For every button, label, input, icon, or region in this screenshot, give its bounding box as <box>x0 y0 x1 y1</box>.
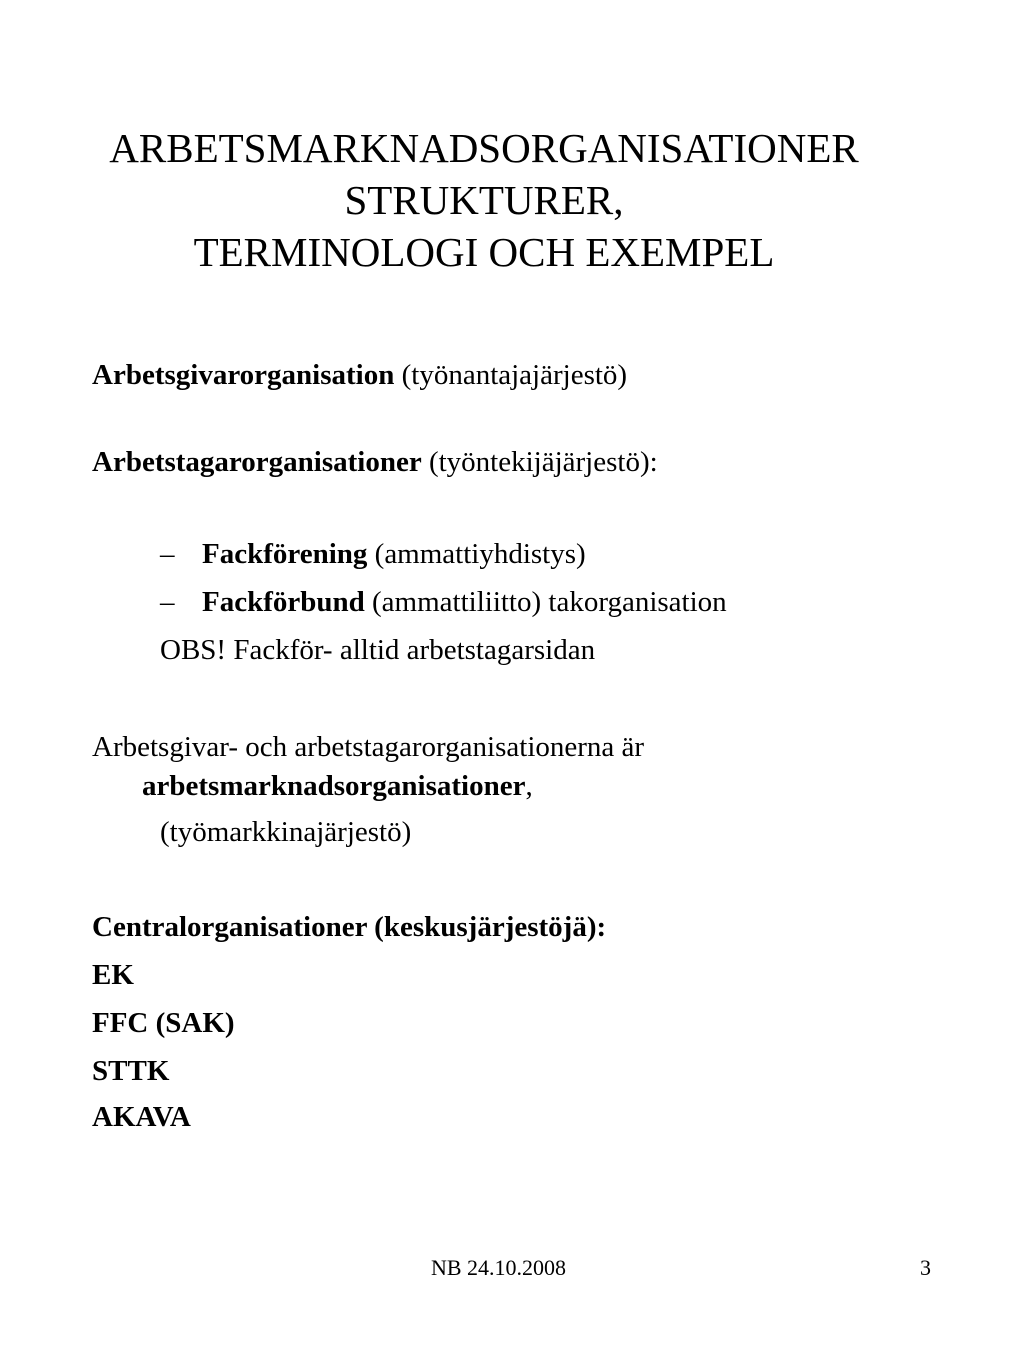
employer-org-term: Arbetsgivarorganisation <box>92 359 395 391</box>
dash-bullet-2: – <box>160 586 175 618</box>
employer-org-line <box>92 358 627 392</box>
title-line-3: TERMINOLOGI OCH EXEMPEL <box>193 229 775 275</box>
employee-org-line <box>92 445 658 479</box>
employer-org-translation: (työnantajajärjestö) <box>394 359 628 391</box>
footer-page-number: 3 <box>920 1255 931 1280</box>
central-org-item: FFC (SAK) <box>92 1007 235 1039</box>
labor-market-line-1: Arbetsgivar- och arbetstagarorganisationerna är <box>92 731 645 763</box>
central-org-item: STTK <box>92 1055 170 1087</box>
labor-market-line-2 <box>142 769 533 803</box>
employee-org-translation: (työntekijäjärjestö): <box>421 446 658 478</box>
central-org-item: AKAVA <box>92 1101 191 1133</box>
sub-item-term: Fackförbund <box>202 586 365 618</box>
note-line: OBS! Fackför- alltid arbetstagarsidan <box>160 634 596 666</box>
central-orgs-heading: Centralorganisationer (keskusjärjestöjä): <box>92 911 607 943</box>
sub-item-fackforbund <box>202 585 727 619</box>
employee-org-term: Arbetstagarorganisationer <box>92 446 422 478</box>
central-org-item: EK <box>92 959 134 991</box>
sub-item-fackforening <box>202 537 586 571</box>
labor-market-translation: (työmarkkinajärjestö) <box>160 816 412 848</box>
sub-item-term: Fackförening <box>202 538 368 570</box>
footer-date: NB 24.10.2008 <box>431 1255 567 1280</box>
labor-market-term: arbetsmarknadsorganisationer <box>142 770 526 802</box>
slide-title <box>0 122 968 278</box>
sub-item-translation: (ammattiliitto) takorganisation <box>364 586 727 618</box>
labor-market-comma: , <box>525 770 533 802</box>
dash-bullet-1: – <box>160 538 175 570</box>
title-line-1: ARBETSMARKNADSORGANISATIONER <box>109 125 859 171</box>
sub-item-translation: (ammattiyhdistys) <box>367 538 586 570</box>
title-line-2: STRUKTURER, <box>344 177 624 223</box>
